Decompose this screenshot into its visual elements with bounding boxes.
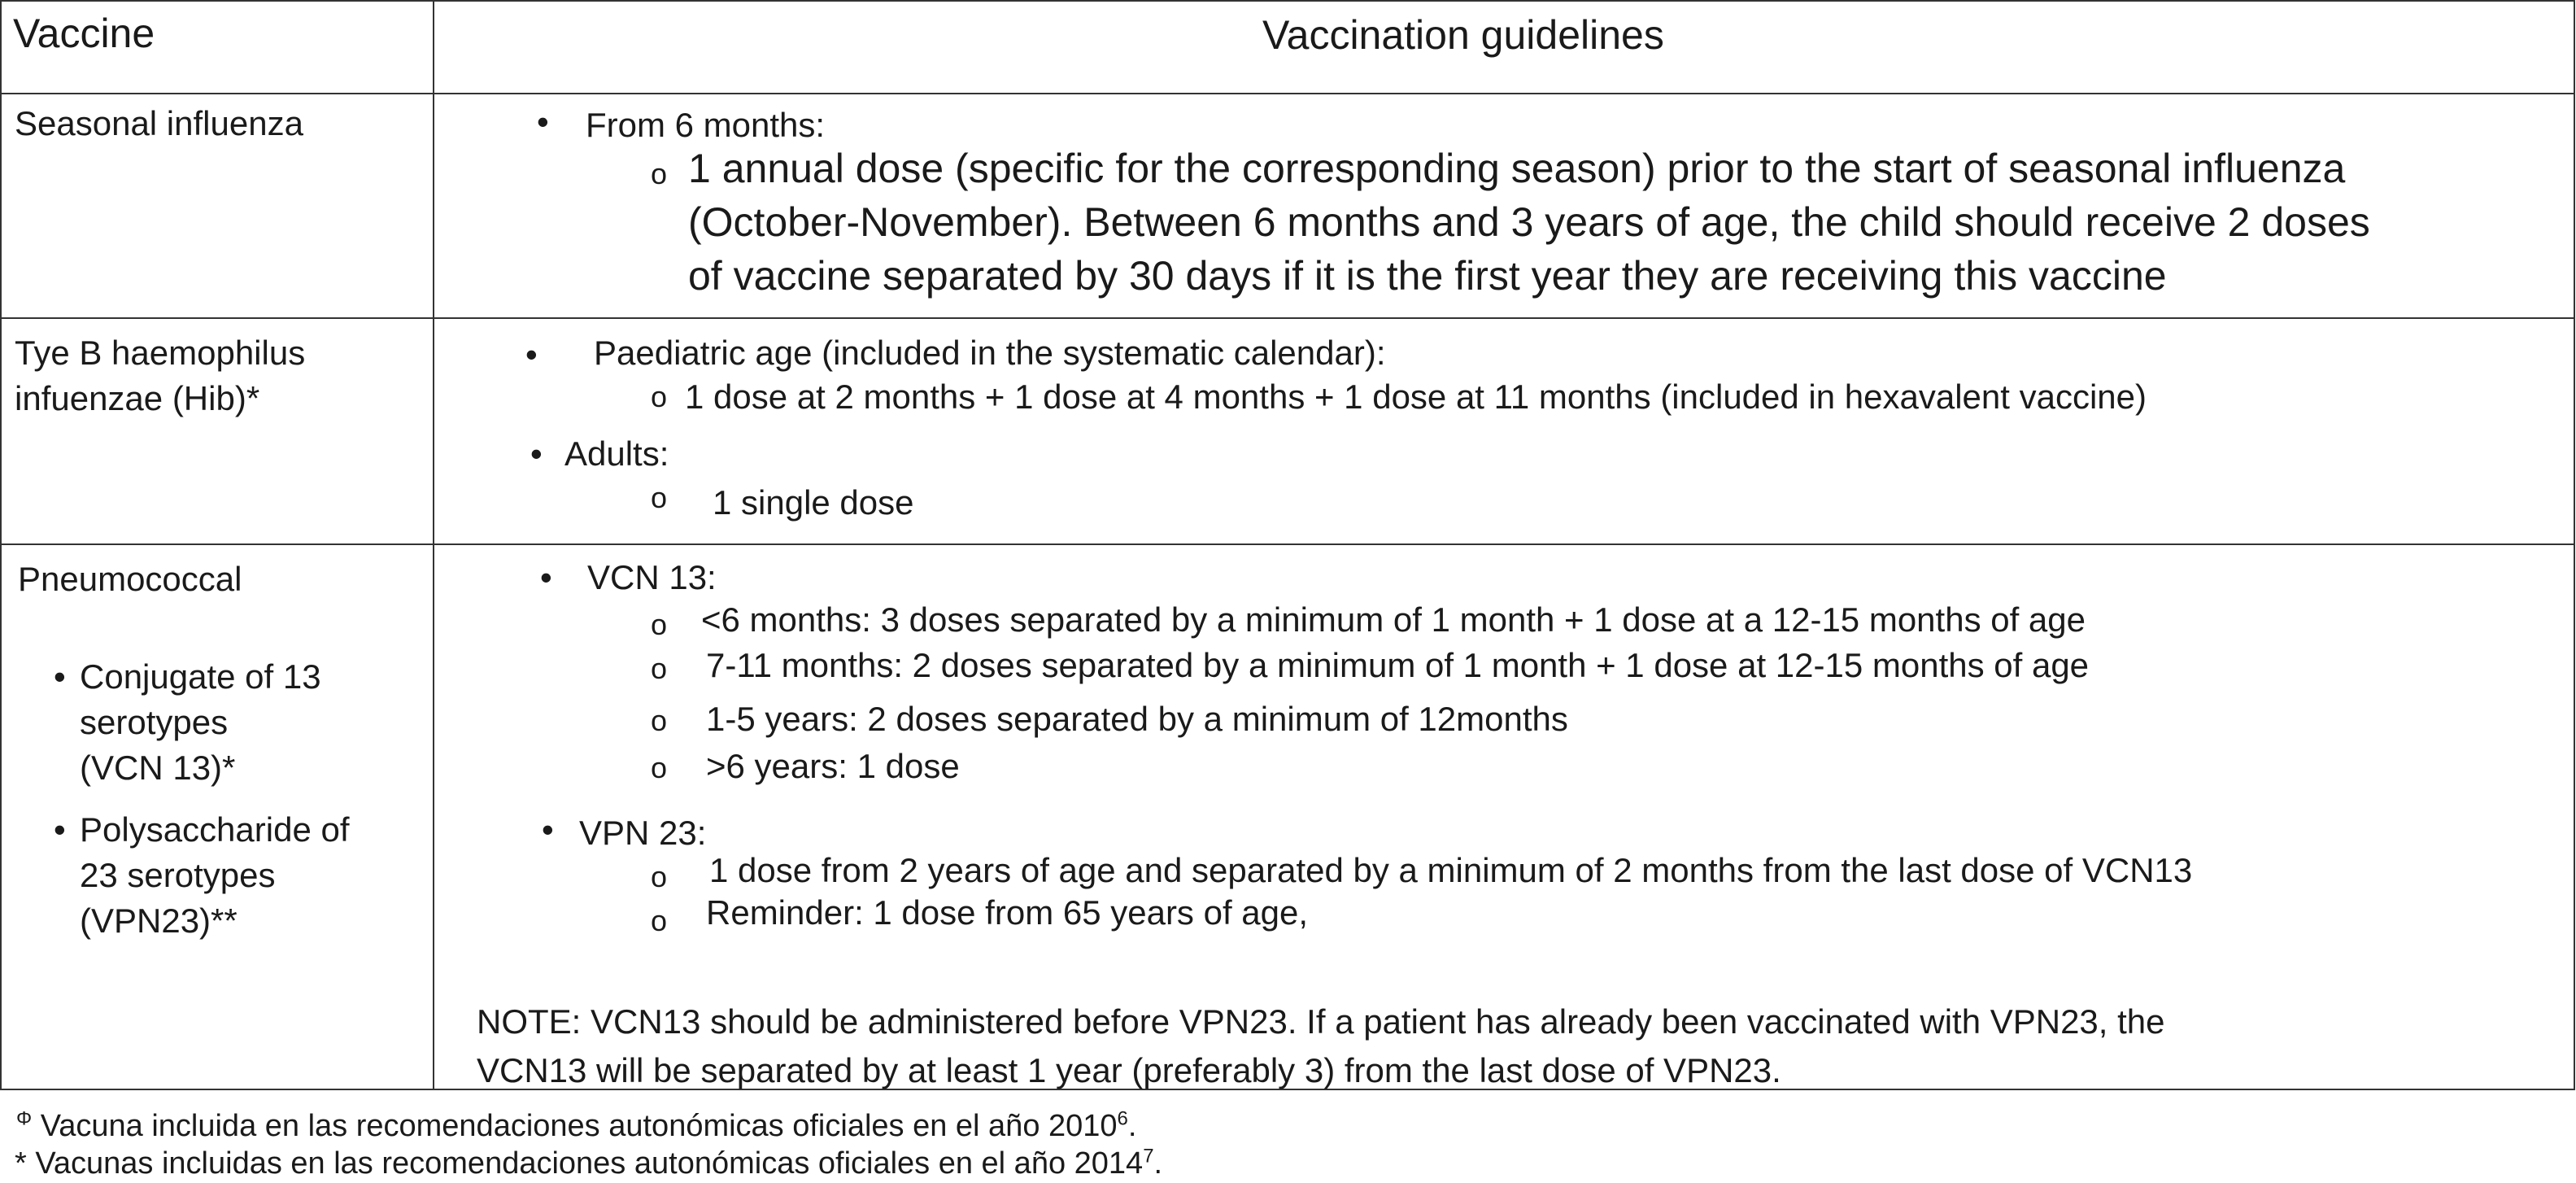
pneumo-item-2: VPN 23: [579, 814, 707, 852]
footnote-2-text: Vacunas incluidas en las recomendaciones autonómicas oficiales en el año 2014 [35, 1146, 1144, 1181]
footnote-1-text: Vacuna incluida en las recomendaciones autonómicas oficiales en el año 2010 [40, 1109, 1118, 1143]
sub-bullet-icon: o [651, 904, 668, 937]
pneumo-note-line-1: NOTE: VCN13 should be administered before VPN23. If a patient has already been vaccinated with VPN23, the [477, 1002, 2165, 1041]
bullet-icon: • [540, 558, 552, 596]
vaccine-influenza: Seasonal influenza [15, 104, 303, 142]
sub-bullet-icon: o [651, 481, 668, 514]
footnote-1-end: . [1127, 1109, 1137, 1143]
influenza-item-1: From 6 months: [586, 106, 826, 144]
pneumo-type-2-line-2: 23 serotypes [80, 856, 276, 894]
row-divider-header [0, 93, 2575, 94]
hib-sub-2: 1 single dose [713, 483, 914, 522]
hib-sub-1: 1 dose at 2 months + 1 dose at 4 months + 1 dose at 11 months (included in hexavalent vaccine) [685, 378, 2147, 416]
column-divider [433, 0, 434, 1090]
influenza-sub-1-line-1: 1 annual dose (specific for the corresponding season) prior to the start of seasonal influenza [688, 146, 2346, 191]
pneumo-sub-2a: 1 dose from 2 years of age and separated by a minimum of 2 months from the last dose of VCN13 [709, 851, 2193, 889]
influenza-sub-1-line-2: (October-November). Between 6 months and 3 years of age, the child should receive 2 doses [688, 199, 2370, 245]
bullet-icon: • [525, 335, 538, 373]
sub-bullet-icon: o [651, 157, 668, 190]
row-divider-influenza [0, 317, 2575, 319]
footnote-2-end: . [1153, 1146, 1163, 1181]
pneumo-sub-1b: 7-11 months: 2 doses separated by a minimum of 1 month + 1 dose at 12-15 months of age [706, 646, 2090, 684]
pneumo-type-2-line-3: (VPN23)** [80, 901, 238, 940]
bullet-icon: • [537, 103, 549, 141]
pneumo-sub-1c: 1-5 years: 2 doses separated by a minimum of 12months [706, 700, 1568, 738]
footnote-1-symbol: Φ [16, 1107, 33, 1130]
sub-bullet-icon: o [651, 751, 668, 784]
sub-bullet-icon: o [651, 652, 668, 685]
pneumo-type-1-line-2: serotypes [80, 703, 229, 741]
pneumo-sub-1a: <6 months: 3 doses separated by a minimum of 1 month + 1 dose at a 12-15 months of age [701, 600, 2086, 639]
bullet-icon: • [54, 810, 66, 849]
bullet-icon: • [54, 657, 66, 696]
footnote-2-symbol: * [15, 1146, 27, 1181]
sub-bullet-icon: o [651, 860, 668, 893]
header-guidelines: Vaccination guidelines [1262, 12, 1664, 58]
sub-bullet-icon: o [651, 704, 668, 737]
footnote-1 [16, 1107, 1136, 1146]
sub-bullet-icon: o [651, 608, 668, 641]
footnote-2-ref: 7 [1143, 1145, 1154, 1168]
sub-bullet-icon: o [651, 380, 668, 413]
pneumo-type-1-line-1: Conjugate of 13 [80, 657, 321, 696]
pneumo-type-2-line-1: Polysaccharide of [80, 810, 350, 849]
influenza-sub-1-line-3: of vaccine separated by 30 days if it is the first year they are receiving this vaccine [688, 253, 2167, 299]
vaccine-hib-line-1: Tye B haemophilus [15, 334, 306, 372]
footnote-1-ref: 6 [1117, 1107, 1128, 1130]
pneumo-item-1: VCN 13: [587, 558, 717, 596]
row-divider-hib [0, 543, 2575, 545]
pneumo-type-1-line-3: (VCN 13)* [80, 749, 236, 787]
vaccine-hib-line-2: infuenzae (Hib)* [15, 379, 260, 417]
bullet-icon: • [542, 810, 554, 849]
footnote-2 [15, 1144, 1162, 1183]
pneumo-sub-2b: Reminder: 1 dose from 65 years of age, [706, 893, 1309, 932]
pneumo-note-line-2: VCN13 will be separated by at least 1 year (preferably 3) from the last dose of VPN23. [477, 1051, 1781, 1089]
hib-item-1: Paediatric age (included in the systematic calendar): [594, 334, 1386, 372]
pneumo-sub-1d: >6 years: 1 dose [706, 747, 960, 785]
hib-item-2: Adults: [564, 434, 669, 473]
header-vaccine: Vaccine [13, 11, 155, 56]
bullet-icon: • [530, 434, 543, 473]
vaccine-pneumococcal: Pneumococcal [18, 560, 242, 598]
